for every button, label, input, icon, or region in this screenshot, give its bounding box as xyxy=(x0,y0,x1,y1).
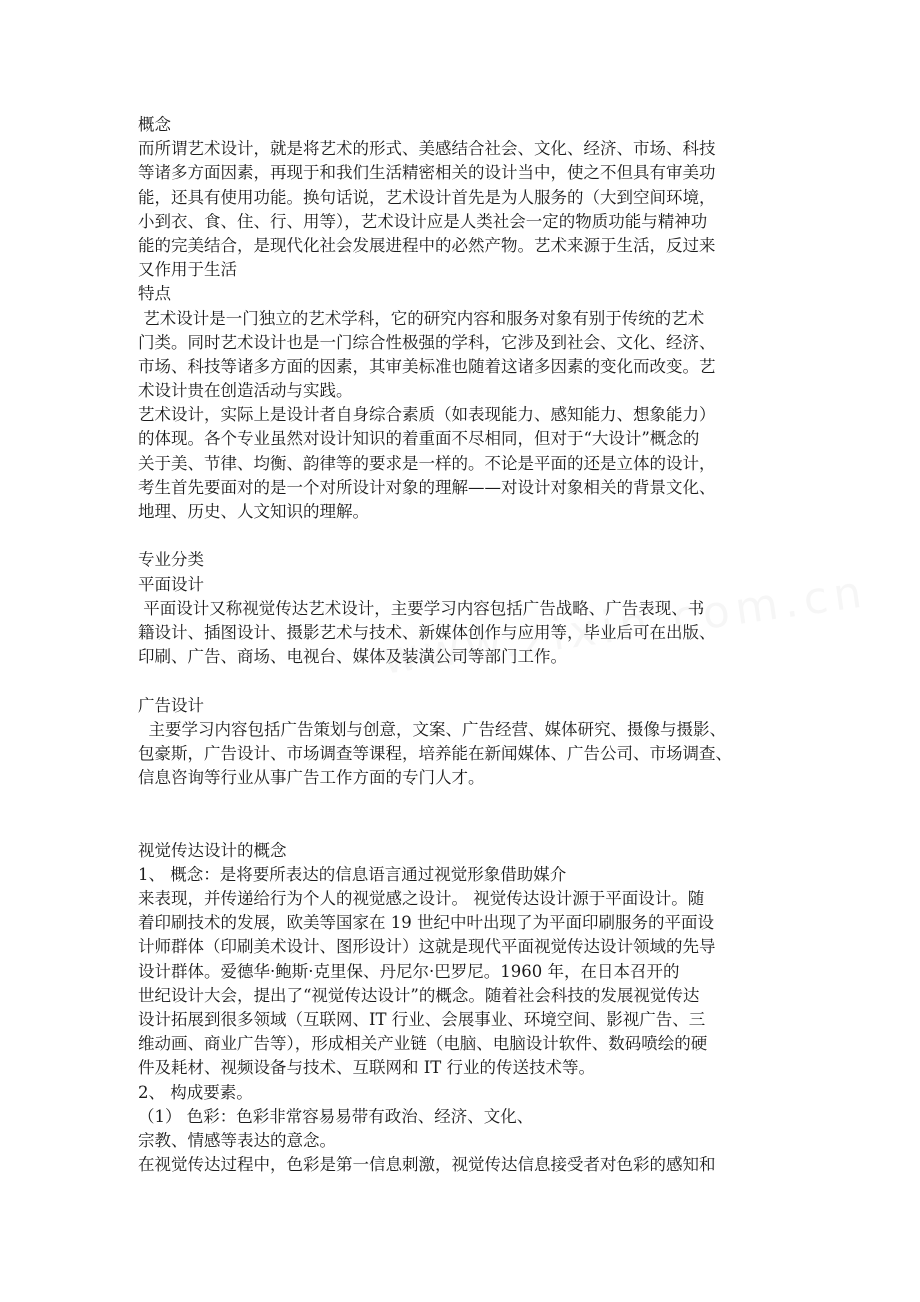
text-line: 特点 xyxy=(138,284,171,304)
text-line: 印刷、广告、商场、电视台、媒体及装潢公司等部门工作。 xyxy=(138,647,567,667)
blank-line xyxy=(138,669,798,693)
text-line: 籍设计、插图设计、摄影艺术与技术、新媒体创作与应用等，毕业后可在出版、 xyxy=(138,622,716,642)
text-line: 宗教、情感等表达的意念。 xyxy=(138,1130,336,1150)
blank-line xyxy=(138,524,798,548)
text-line: 专业分类 xyxy=(138,550,204,570)
text-line: 件及耗材、视频设备与技术、互联网和 IT 行业的传送技术等。 xyxy=(138,1058,596,1078)
blank-line xyxy=(138,790,798,814)
text-line: 等诸多方面因素，再现于和我们生活精密相关的设计当中，使之不但具有审美功 xyxy=(138,163,716,183)
text-line: 艺术设计，实际上是设计者自身综合素质（如表现能力、感知能力、想象能力） xyxy=(138,405,716,425)
text-line: 着印刷技术的发展，欧美等国家在 19 世纪中叶出现了为平面印刷服务的平面设 xyxy=(138,913,714,933)
text-line: 的体现。各个专业虽然对设计知识的着重面不尽相同，但对于“大设计”概念的 xyxy=(138,429,700,449)
text-line: 主要学习内容包括广告策划与创意，文案、广告经营、媒体研究、摄像与摄影、 xyxy=(138,719,726,739)
text-line: 术设计贵在创造活动与实践。 xyxy=(138,381,353,401)
text-line: （1） 色彩：色彩非常容易易带有政治、经济、文化、 xyxy=(138,1106,534,1126)
text-line: 在视觉传达过程中，色彩是第一信息刺激，视觉传达信息接受者对色彩的感知和 xyxy=(138,1155,716,1175)
text-line: 来表现，并传递给行为个人的视觉感之设计。 视觉传达设计源于平面设计。随 xyxy=(138,889,705,908)
blank-line xyxy=(138,814,798,838)
document-body xyxy=(138,113,798,1177)
text-line: 考生首先要面对的是一个对所设计对象的理解——对设计对象相关的背景文化、 xyxy=(138,477,716,497)
text-line: 世纪设计大会，提出了“视觉传达设计”的概念。随着社会科技的发展视觉传达 xyxy=(138,985,700,1005)
text-line: 能，还具有使用功能。换句话说，艺术设计首先是为人服务的（大到空间环境， xyxy=(138,187,716,207)
text-line: 市场、科技等诸多方面的因素，其审美标准也随着这诸多因素的变化而改变。艺 xyxy=(138,356,716,376)
text-line: 广告设计 xyxy=(138,695,204,715)
text-line: 而所谓艺术设计，就是将艺术的形式、美感结合社会、文化、经济、市场、科技 xyxy=(138,139,716,159)
text-line: 关于美、节律、均衡、韵律等的要求是一样的。不论是平面的还是立体的设计， xyxy=(138,453,716,473)
text-line: 又作用于生活 xyxy=(138,260,237,280)
text-line: 平面设计 xyxy=(138,574,204,594)
text-line: 1、 概念：是将要所表达的信息语言通过视觉形象借助媒介 xyxy=(138,864,567,884)
text-line: 概念 xyxy=(138,115,171,134)
text-line: 地理、历史、人文知识的理解。 xyxy=(138,502,369,521)
text-line: 设计群体。爱德华·鲍斯·克里保、丹尼尔·巴罗尼。1960 年，在日本召开的 xyxy=(138,961,680,981)
text-line: 艺术设计是一门独立的艺术学科，它的研究内容和服务对象有别于传统的艺术 xyxy=(138,308,705,328)
text-line: 信息咨询等行业从事广告工作方面的专门人才。 xyxy=(138,768,485,788)
text-line: 平面设计又称视觉传达艺术设计，主要学习内容包括广告战略、广告表现、书 xyxy=(138,598,705,618)
text-line: 设计拓展到很多领域（互联网、IT 行业、会展事业、环境空间、影视广告、三 xyxy=(138,1009,706,1029)
text-line: 包豪斯，广告设计、市场调查等课程，培养能在新闻媒体、广告公司、市场调查、 xyxy=(138,743,732,763)
text-line: 2、 构成要素。 xyxy=(138,1082,253,1102)
text-line: 计师群体（印刷美术设计、图形设计）这就是现代平面视觉传达设计领域的先导 xyxy=(138,937,716,957)
text-line: 视觉传达设计的概念 xyxy=(138,840,287,860)
text-line: 门类。同时艺术设计也是一门综合性极强的学科，它涉及到社会、文化、经济、 xyxy=(138,332,716,352)
text-line: 能的完美结合，是现代化社会发展进程中的必然产物。艺术来源于生活，反过来 xyxy=(138,235,716,255)
text-line: 维动画、商业广告等），形成相关产业链（电脑、电脑设计软件、数码喷绘的硬 xyxy=(138,1034,708,1054)
text-line: 小到衣、食、住、行、用等），艺术设计应是人类社会一定的物质功能与精神功 xyxy=(138,211,708,231)
